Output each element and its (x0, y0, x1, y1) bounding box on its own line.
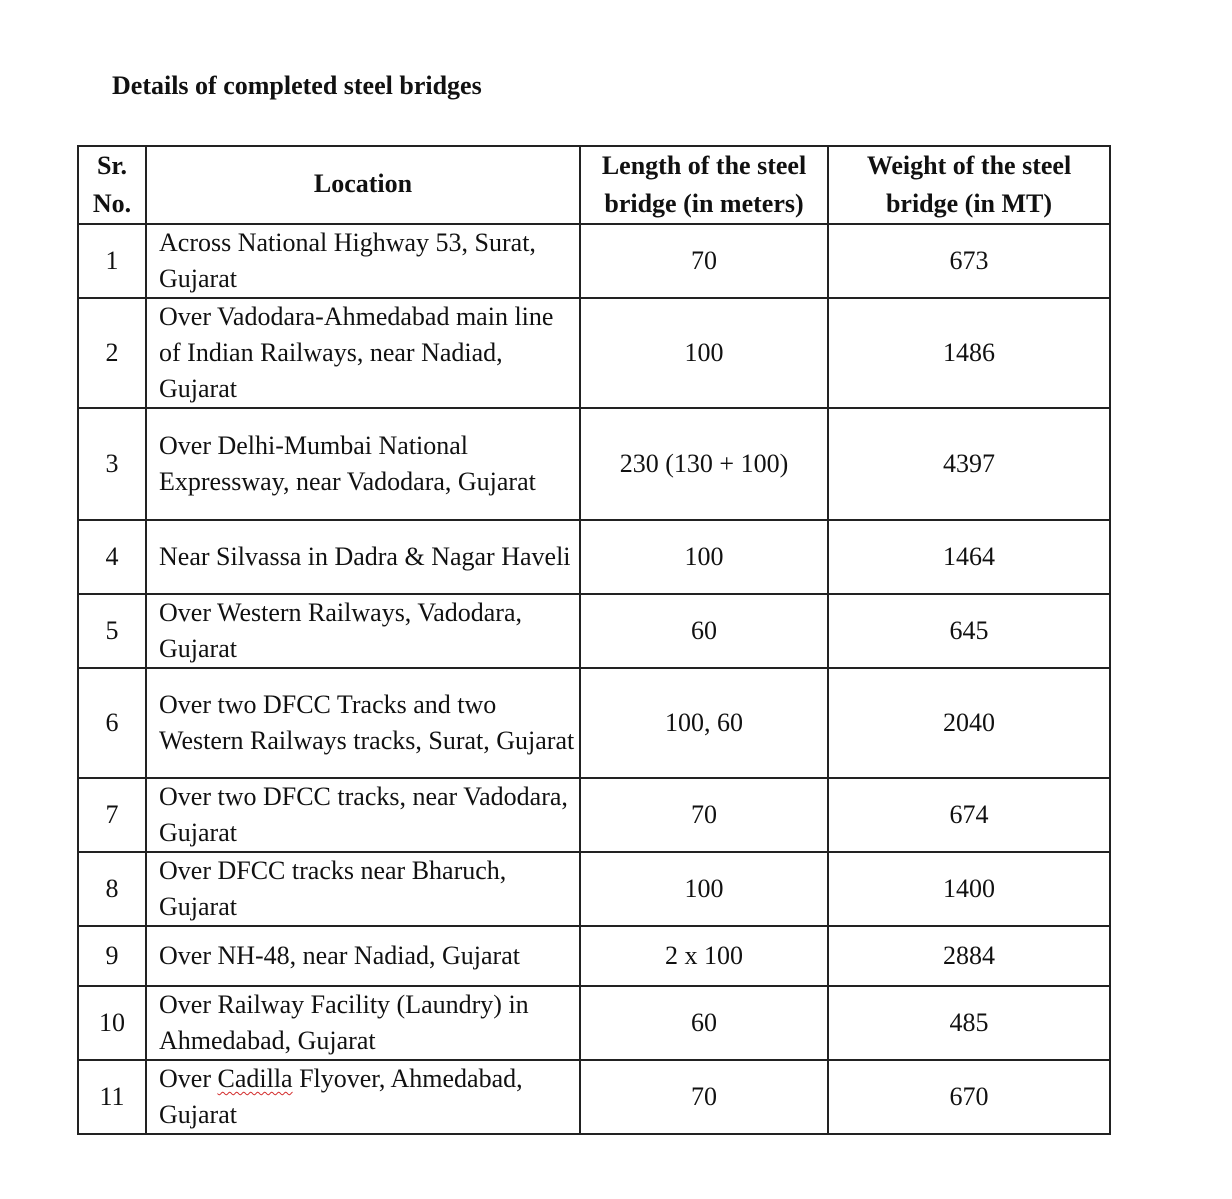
cell-length: 100 (580, 520, 828, 594)
cell-sr: 7 (78, 778, 146, 852)
table-row (78, 986, 1110, 1060)
cell-weight: 645 (828, 594, 1110, 668)
cell-weight: 485 (828, 986, 1110, 1060)
table-row (78, 594, 1110, 668)
table-row (78, 1060, 1110, 1134)
cell-location: Over DFCC tracks near Bharuch, Gujarat (146, 852, 580, 926)
header-weight-line2: bridge (in MT) (885, 189, 1053, 218)
table-row (78, 224, 1110, 298)
cell-sr: 2 (78, 298, 146, 408)
cell-weight: 670 (828, 1060, 1110, 1134)
cell-weight: 2884 (828, 926, 1110, 986)
header-sr-line1: Sr. (96, 151, 128, 180)
cell-sr: 1 (78, 224, 146, 298)
cell-weight: 674 (828, 778, 1110, 852)
cell-weight: 1464 (828, 520, 1110, 594)
table-row (78, 852, 1110, 926)
table-row (78, 408, 1110, 520)
cell-weight: 4397 (828, 408, 1110, 520)
header-weight-line1: Weight of the steel (866, 151, 1072, 180)
header-length-line2: bridge (in meters) (604, 189, 804, 218)
location-text-before: Over (159, 1064, 218, 1093)
cell-sr: 5 (78, 594, 146, 668)
cell-length: 60 (580, 594, 828, 668)
table-row (78, 298, 1110, 408)
header-length-line1: Length of the steel (601, 151, 807, 180)
table-row (78, 668, 1110, 778)
cell-sr: 4 (78, 520, 146, 594)
cell-location: Over two DFCC Tracks and two Western Railways tracks, Surat, Gujarat (146, 668, 580, 778)
cell-length: 100 (580, 852, 828, 926)
header-sr-line2: No. (92, 189, 132, 218)
cell-location: Over Vadodara-Ahmedabad main line of Indian Railways, near Nadiad, Gujarat (146, 298, 580, 408)
cell-length: 100, 60 (580, 668, 828, 778)
cell-location: Across National Highway 53, Surat, Gujarat (146, 224, 580, 298)
cell-weight: 1486 (828, 298, 1110, 408)
header-weight (828, 146, 1110, 224)
cell-sr: 8 (78, 852, 146, 926)
cell-location: Near Silvassa in Dadra & Nagar Haveli (146, 520, 580, 594)
cell-sr: 3 (78, 408, 146, 520)
cell-length: 70 (580, 1060, 828, 1134)
table-header-row (78, 146, 1110, 224)
cell-length: 60 (580, 986, 828, 1060)
location-text-after: Flyover, Ahmedabad, Gujarat (159, 1064, 523, 1129)
cell-sr: 6 (78, 668, 146, 778)
cell-weight: 673 (828, 224, 1110, 298)
cell-location (146, 1060, 580, 1134)
cell-weight: 2040 (828, 668, 1110, 778)
cell-length: 2 x 100 (580, 926, 828, 986)
header-location: Location (146, 146, 580, 224)
cell-location: Over two DFCC tracks, near Vadodara, Gujarat (146, 778, 580, 852)
table-row (78, 778, 1110, 852)
header-length (580, 146, 828, 224)
cell-location: Over Delhi-Mumbai National Expressway, near Vadodara, Gujarat (146, 408, 580, 520)
cell-sr: 11 (78, 1060, 146, 1134)
document-title: Details of completed steel bridges (112, 71, 482, 100)
cell-sr: 10 (78, 986, 146, 1060)
table-row (78, 926, 1110, 986)
cell-location: Over Western Railways, Vadodara, Gujarat (146, 594, 580, 668)
table-row (78, 520, 1110, 594)
cell-length: 70 (580, 778, 828, 852)
steel-bridges-table (77, 145, 1111, 1135)
cell-location: Over Railway Facility (Laundry) in Ahmedabad, Gujarat (146, 986, 580, 1060)
cell-length: 230 (130 + 100) (580, 408, 828, 520)
cell-length: 70 (580, 224, 828, 298)
cell-sr: 9 (78, 926, 146, 986)
cell-weight: 1400 (828, 852, 1110, 926)
header-sr-no (78, 146, 146, 224)
cell-location: Over NH-48, near Nadiad, Gujarat (146, 926, 580, 986)
spellcheck-flagged-word: Cadilla (217, 1064, 293, 1093)
cell-length: 100 (580, 298, 828, 408)
